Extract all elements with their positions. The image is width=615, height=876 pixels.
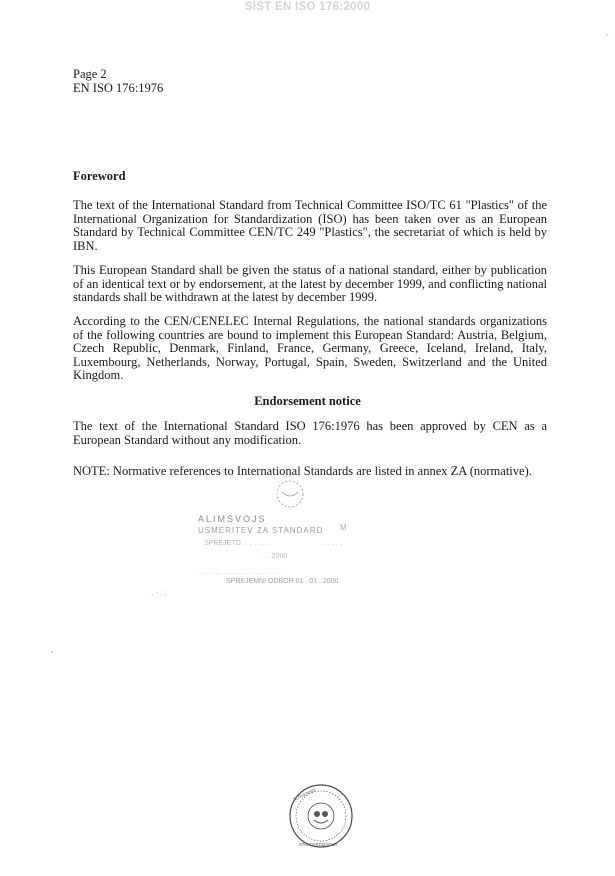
foreword-heading: Foreword	[73, 169, 126, 183]
svg-text:. . . . . . . . . . . . . . .: . . . . . . . . . . . . . . . . . . . . . . .	[196, 569, 284, 576]
library-stamp-image	[190, 478, 390, 598]
svg-text:SPREJETO . . . . . . . .: SPREJETO . . . . . . . .	[204, 540, 272, 547]
svg-text:. . . 2000: . . . 2000	[260, 553, 288, 560]
margin-mark: -	[606, 30, 609, 39]
foreword-paragraph-2: This European Standard shall be given the status of a national standard, either by publication of an identical text or by endorsement, at the latest by december 1999, and conflicting national standards shall be withdrawn at the latest by december 1999.	[73, 263, 547, 305]
svg-text:SPREJEMNI ODBOR 01 . 01 . 2000: SPREJEMNI ODBOR 01 . 01 . 2000	[226, 578, 339, 585]
stamp-fragment	[146, 585, 186, 599]
svg-text:. . - . ;: . . - . ;	[148, 590, 166, 597]
svg-text:STANDARDIZACIJA: STANDARDIZACIJA	[299, 842, 338, 847]
foreword-paragraph-3: According to the CEN/CENELEC Internal Regulations, the national standards organizations of the following countries are bound to implement this European Standard: Austria, Belgium, Czech Republic, Denmark, Finland, France, Germany, Greece, Iceland, Ireland, Italy, Luxembourg, Netherlands, Norway, Portugal, Spain, Sweden, Switzerland and the United Kingdom.	[73, 314, 547, 383]
svg-text:M: M	[340, 523, 347, 532]
page-number: Page 2	[73, 67, 107, 81]
endorsement-paragraph: The text of the International Standard ISO 176:1976 has been approved by CEN as a European Standard without any modification.	[73, 419, 547, 447]
page-header	[73, 67, 163, 95]
foreword-paragraph-1: The text of the International Standard from Technical Committee ISO/TC 61 "Plastics" of the International Organization for Standardization (ISO) has been taken over as an European Standard by Technical Committee CEN/TC 249 "Plastics", the secretariat of which is held by IBN.	[73, 198, 547, 253]
svg-text:USMERITEV ZA STANDARD: USMERITEV ZA STANDARD	[198, 526, 324, 535]
svg-text:ALIMSVOJS: ALIMSVOJS	[198, 514, 267, 524]
normative-note: NOTE: Normative references to International Standards are listed in annex ZA (normative).	[73, 464, 532, 478]
endorsement-heading: Endorsement notice	[254, 394, 361, 408]
svg-text:. . . . . .: . . . . . .	[320, 540, 342, 547]
document-watermark: SIST EN ISO 176:2000	[244, 1, 371, 13]
speck	[48, 648, 58, 658]
document-reference: EN ISO 176:1976	[73, 81, 164, 95]
round-seal-image	[287, 782, 355, 850]
svg-text:SLOVENSKI: SLOVENSKI	[292, 787, 317, 802]
